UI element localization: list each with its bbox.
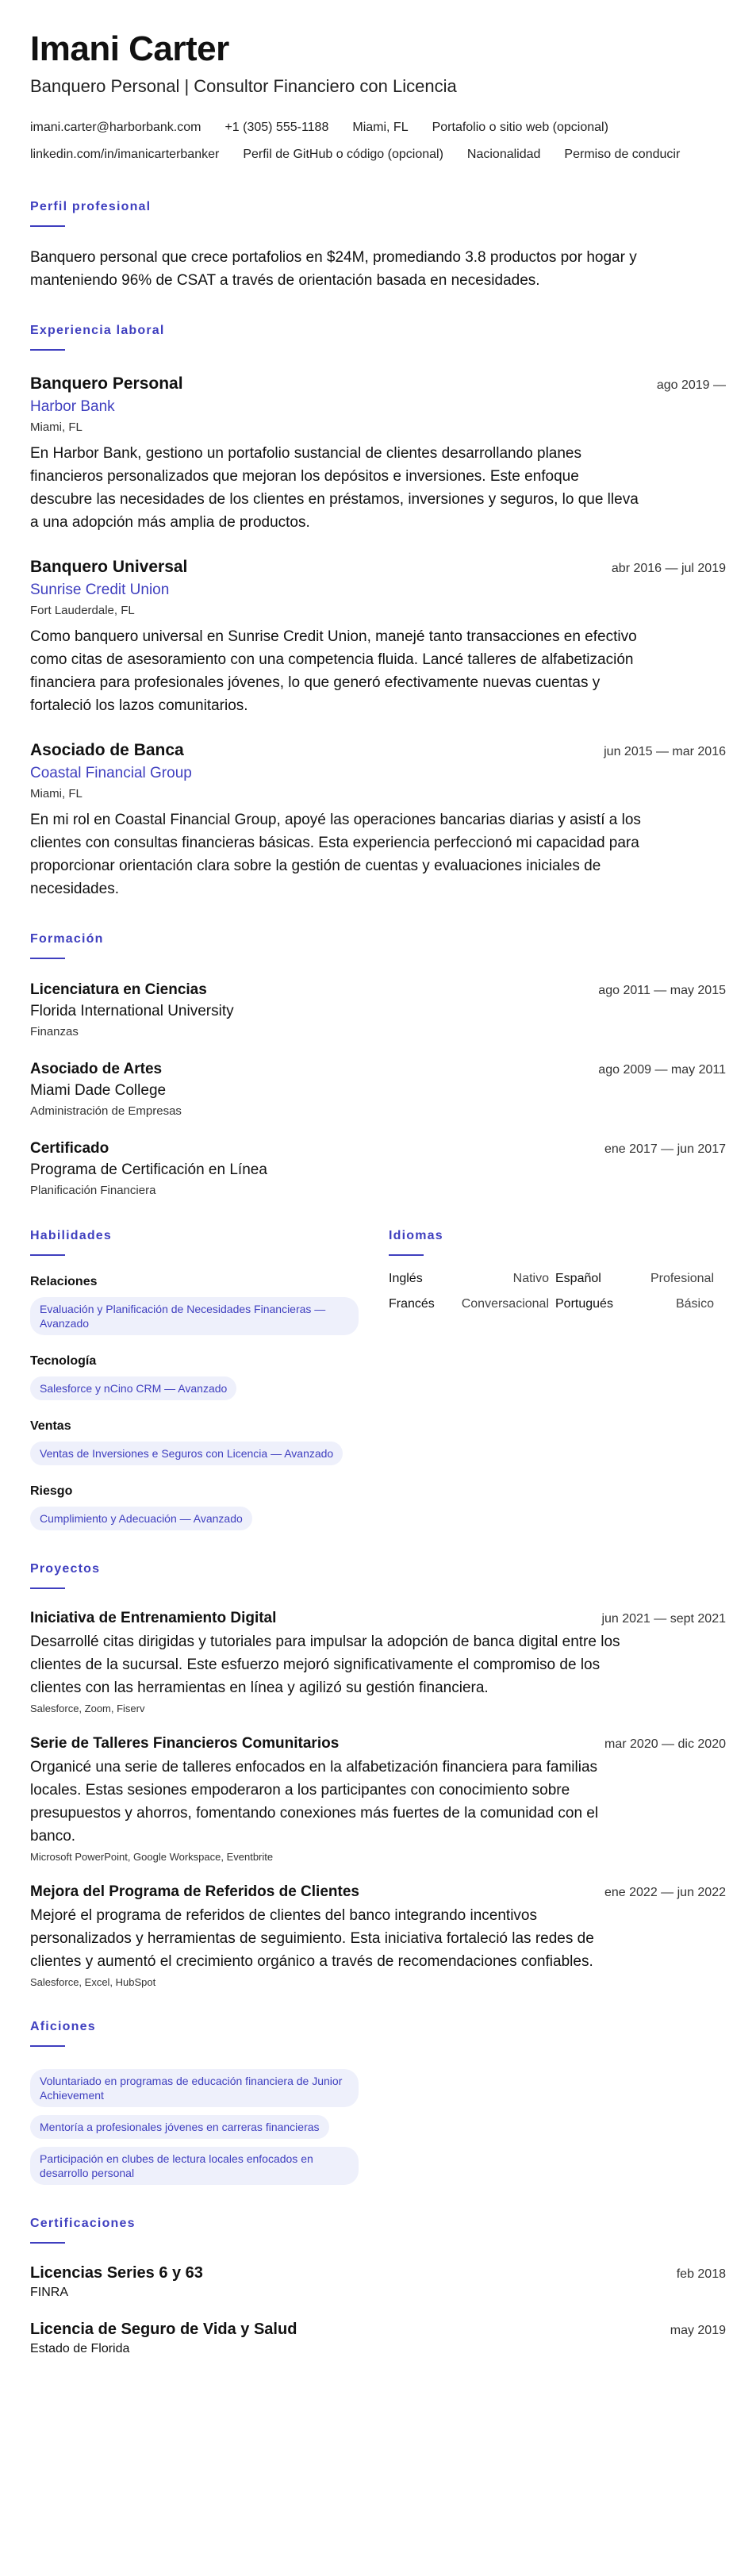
skill-group	[30, 1419, 389, 1465]
languages-section	[389, 1229, 720, 1530]
job-location: Miami, FL	[30, 420, 83, 434]
certification-entry	[30, 2321, 726, 2356]
section-title-languages: Idiomas	[389, 1229, 443, 1242]
education-degree: Licenciatura en Ciencias	[30, 981, 207, 998]
project-title: Mejora del Programa de Referidos de Clientes	[30, 1883, 359, 1900]
education-field: Planificación Financiera	[30, 1184, 156, 1197]
education-school: Programa de Certificación en Línea	[30, 1161, 267, 1178]
education-section	[30, 932, 726, 1197]
project-description: Mejoré el programa de referidos de clientes del banco integrando incentivos personalizados y herramientas de seguimiento. Esta iniciativa fortaleció las redes de clientes y aumentó el crecimiento orgánico a través de recomendaciones confiables.	[30, 1907, 594, 1970]
job-description: En Harbor Bank, gestiono un portafolio sustancial de clientes desarrollando planes financieros personalizados que mejoran los depósitos e inversiones. Este enfoque descubre las necesidades de los clientes en préstamos, inversiones y seguros, lo que lleva a una adopción más amplia de productos.	[30, 445, 639, 531]
skills-section	[30, 1229, 389, 1530]
language-item	[389, 1272, 555, 1286]
skill-pill: Salesforce y nCino CRM — Avanzado	[30, 1376, 236, 1400]
projects-section	[30, 1562, 726, 1988]
education-degree: Certificado	[30, 1140, 109, 1157]
language-item	[389, 1297, 555, 1311]
job-description: En mi rol en Coastal Financial Group, apoyé las operaciones bancarias diarias y asistí a los clientes con consultas financieras básicas. Esta experiencia perfeccionó mi capacidad para proporcionar orientación clara sobre la gestión de cuentas y evaluaciones iniciales de necesidades.	[30, 812, 641, 897]
profile-section	[30, 200, 726, 292]
hobby-pill: Mentoría a profesionales jóvenes en carreras financieras	[30, 2115, 329, 2139]
skill-group-name: Riesgo	[30, 1484, 73, 1498]
candidate-title: Banquero Personal | Consultor Financiero con Licencia	[30, 76, 457, 96]
job-title: Asociado de Banca	[30, 741, 184, 759]
language-item	[555, 1272, 720, 1286]
hobby-list	[30, 2061, 726, 2185]
job-location: Fort Lauderdale, FL	[30, 604, 135, 617]
language-name: Español	[555, 1272, 601, 1285]
job-location: Miami, FL	[30, 787, 83, 800]
hobby-pill: Participación en clubes de lectura locales enfocados en desarrollo personal	[30, 2147, 359, 2185]
contact-driving-license: Permiso de conducir	[564, 148, 681, 161]
certification-issuer: Estado de Florida	[30, 2342, 130, 2355]
education-entry	[30, 1140, 726, 1197]
skill-group	[30, 1354, 389, 1400]
language-level: Conversacional	[461, 1297, 549, 1311]
project-entry	[30, 1610, 726, 1714]
job-dates: abr 2016 — jul 2019	[611, 562, 726, 575]
section-divider	[30, 1587, 65, 1589]
certification-date: may 2019	[670, 2324, 726, 2337]
job-entry	[30, 558, 726, 717]
section-divider	[30, 2242, 65, 2244]
contact-email[interactable]: imani.carter@harborbank.com	[30, 121, 201, 134]
contact-location: Miami, FL	[352, 121, 409, 134]
language-list	[389, 1272, 720, 1311]
education-school: Miami Dade College	[30, 1082, 167, 1099]
education-school: Florida International University	[30, 1003, 234, 1019]
certification-entry	[30, 2264, 726, 2300]
certification-title: Licencia de Seguro de Vida y Salud	[30, 2321, 297, 2338]
section-title-projects: Proyectos	[30, 1562, 101, 1576]
skill-group-name: Ventas	[30, 1419, 71, 1433]
language-name: Inglés	[389, 1272, 423, 1285]
section-title-skills: Habilidades	[30, 1229, 113, 1242]
section-title-hobbies: Aficiones	[30, 2020, 96, 2033]
contact-portfolio[interactable]: Portafolio o sitio web (opcional)	[432, 121, 608, 134]
section-title-certifications: Certificaciones	[30, 2217, 136, 2230]
contact-github[interactable]: Perfil de GitHub o código (opcional)	[243, 148, 443, 161]
job-entry	[30, 374, 726, 534]
language-level: Nativo	[512, 1272, 549, 1285]
language-level: Básico	[675, 1297, 714, 1311]
language-name: Portugués	[555, 1297, 613, 1311]
hobbies-section	[30, 2020, 726, 2185]
contact-linkedin[interactable]: linkedin.com/in/imanicarterbanker	[30, 148, 220, 161]
skill-pill: Ventas de Inversiones e Seguros con Licencia — Avanzado	[30, 1442, 343, 1465]
section-title-profile: Perfil profesional	[30, 200, 152, 213]
language-level: Profesional	[650, 1272, 714, 1285]
contact-list	[30, 114, 726, 168]
job-company: Harbor Bank	[30, 398, 115, 415]
job-title: Banquero Universal	[30, 558, 188, 576]
section-divider	[30, 1254, 65, 1256]
profile-summary: Banquero personal que crece portafolios en $24M, promediando 3.8 productos por hogar y manteniendo 96% de CSAT a través de orientación basada en necesidades.	[30, 249, 637, 289]
education-field: Finanzas	[30, 1025, 79, 1038]
education-field: Administración de Empresas	[30, 1104, 182, 1118]
education-dates: ago 2009 — may 2011	[598, 1063, 726, 1077]
project-title: Iniciativa de Entrenamiento Digital	[30, 1610, 277, 1626]
language-name: Francés	[389, 1297, 435, 1311]
section-title-experience: Experiencia laboral	[30, 324, 165, 337]
section-divider	[30, 225, 65, 227]
contact-phone[interactable]: +1 (305) 555-1188	[224, 121, 329, 134]
project-dates: jun 2021 — sept 2021	[601, 1612, 726, 1626]
job-dates: jun 2015 — mar 2016	[604, 745, 726, 758]
job-dates: ago 2019 —	[656, 378, 726, 392]
job-description: Como banquero universal en Sunrise Credit Union, manejé tanto transacciones en efectivo como citas de asesoramiento con una competencia fluida. Lancé talleres de alfabetización financiera para profesionales jóvenes, lo que generó efectivamente nuevas cuentas y fortaleció los lazos comunitarios.	[30, 628, 637, 714]
job-company: Coastal Financial Group	[30, 765, 192, 781]
education-dates: ago 2011 — may 2015	[598, 984, 726, 997]
hobby-pill: Voluntariado en programas de educación financiera de Junior Achievement	[30, 2069, 359, 2107]
job-title: Banquero Personal	[30, 374, 183, 393]
job-company: Sunrise Credit Union	[30, 582, 170, 598]
project-entry	[30, 1735, 726, 1863]
experience-section	[30, 324, 726, 900]
section-title-education: Formación	[30, 932, 104, 946]
project-title: Serie de Talleres Financieros Comunitarios	[30, 1735, 340, 1752]
certification-date: feb 2018	[676, 2267, 726, 2281]
contact-nationality: Nacionalidad	[466, 148, 541, 161]
project-tools: Salesforce, Excel, HubSpot	[30, 1976, 156, 1988]
education-dates: ene 2017 — jun 2017	[604, 1142, 726, 1156]
skill-group-name: Tecnología	[30, 1354, 97, 1368]
language-item	[555, 1297, 720, 1311]
project-tools: Salesforce, Zoom, Fiserv	[30, 1703, 145, 1714]
project-dates: mar 2020 — dic 2020	[604, 1737, 726, 1751]
section-divider	[30, 958, 65, 959]
candidate-name: Imani Carter	[30, 29, 229, 68]
project-dates: ene 2022 — jun 2022	[604, 1886, 726, 1899]
education-degree: Asociado de Artes	[30, 1061, 163, 1077]
certification-issuer: FINRA	[30, 2286, 68, 2299]
job-entry	[30, 741, 726, 900]
skill-group	[30, 1275, 389, 1335]
project-description: Desarrollé citas dirigidas y tutoriales para impulsar la adopción de banca digital entre los clientes de la sucursal. Este esfuerzo mejoró significativamente el compromiso de los clientes con las herramientas en línea y agilizó su gestión financiera.	[30, 1634, 620, 1696]
section-divider	[30, 349, 65, 351]
education-entry	[30, 1061, 726, 1118]
skill-pill: Evaluación y Planificación de Necesidades Financieras — Avanzado	[30, 1297, 359, 1335]
project-entry	[30, 1883, 726, 1988]
project-tools: Microsoft PowerPoint, Google Workspace, Eventbrite	[30, 1851, 274, 1863]
section-divider	[389, 1254, 424, 1256]
skill-group	[30, 1484, 389, 1530]
section-divider	[30, 2045, 65, 2047]
skill-group-name: Relaciones	[30, 1275, 98, 1288]
certifications-section	[30, 2217, 726, 2356]
skills-languages-row	[30, 1229, 726, 1530]
skill-pill: Cumplimiento y Adecuación — Avanzado	[30, 1507, 252, 1530]
education-entry	[30, 981, 726, 1038]
project-description: Organicé una serie de talleres enfocados en la alfabetización financiera para familias locales. Estas sesiones empoderaron a los participantes con conocimiento sobre presupuestos y ahorros, fomentando conexiones más fuertes de la comunidad con el banco.	[30, 1759, 599, 1845]
certification-title: Licencias Series 6 y 63	[30, 2264, 203, 2282]
